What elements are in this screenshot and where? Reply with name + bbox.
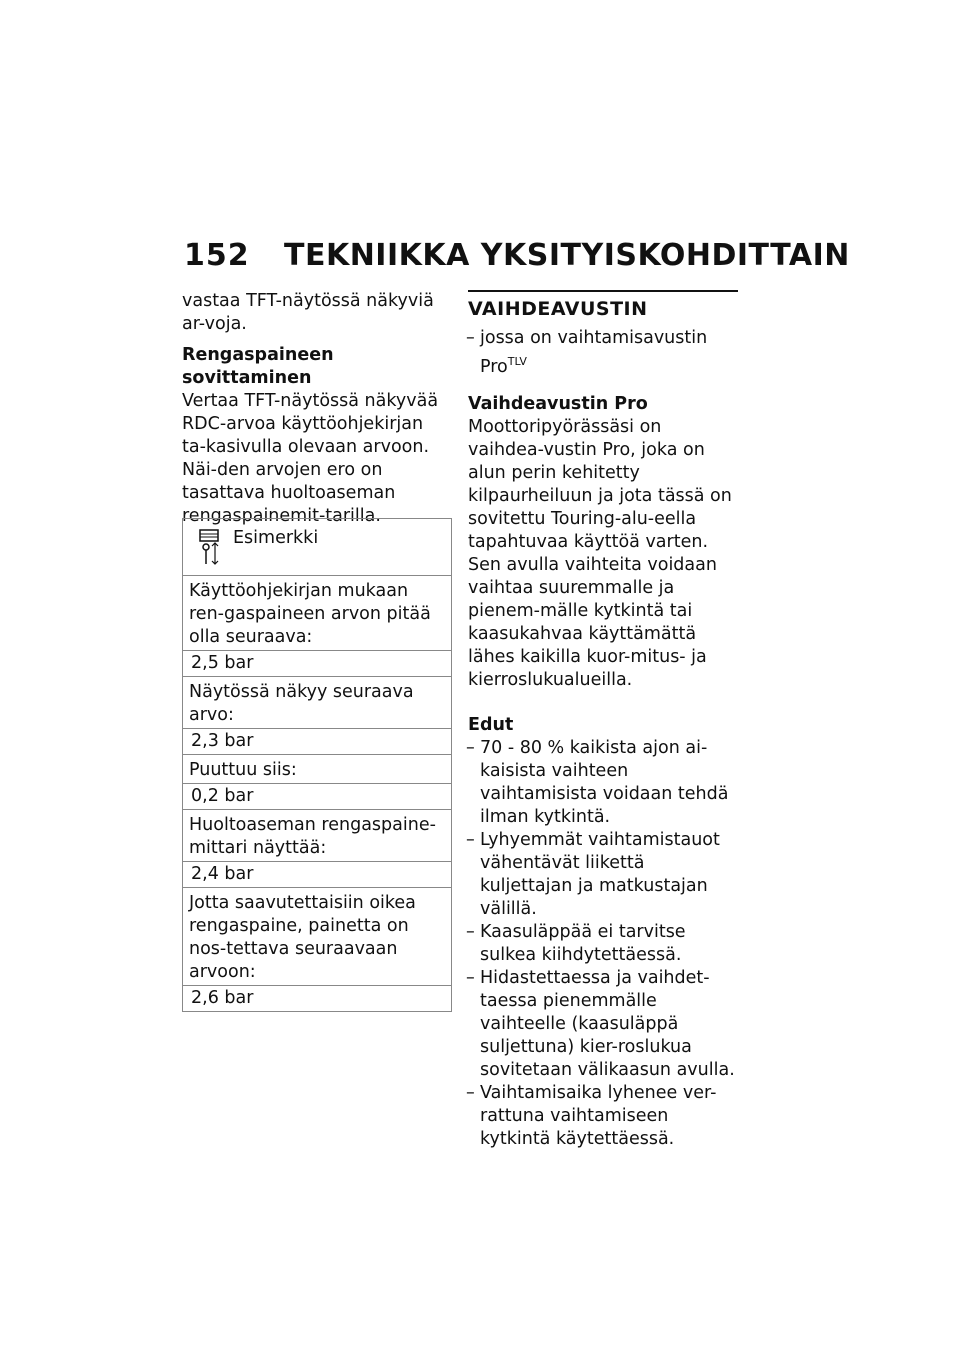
example-value: 2,5 bar	[183, 651, 451, 677]
benefit-item: – Lyhyemmät vaihtamistauot vähentävät liikettä kuljettajan ja matkustajan välillä.	[468, 829, 738, 921]
intro-text: vastaa TFT-näytössä näkyviä ar-voja.	[182, 291, 434, 334]
pro-heading: Vaihdeavustin Pro	[468, 393, 648, 414]
benefits-list	[468, 737, 738, 1151]
benefit-item: – Kaasuläppää ei tarvitse sulkea kiihdytettäessä.	[468, 921, 738, 967]
example-text: Puuttuu siis:	[183, 755, 451, 784]
right-column	[468, 290, 738, 1151]
example-header	[183, 519, 451, 576]
example-value: 2,3 bar	[183, 729, 451, 755]
benefits-heading: Edut	[468, 714, 514, 735]
benefit-item: – Hidastettaessa ja vaihdet-taessa pienemmälle vaihteelle (kaasuläppä suljettuna) kier-roslukua sovitetaan välikaasun avulla.	[468, 967, 738, 1082]
option-code: TLV	[507, 355, 527, 368]
benefit-item: – Vaihtamisaika lyhenee ver-rattuna vaihtamiseen kytkintä käytettäessä.	[468, 1082, 738, 1151]
example-value: 0,2 bar	[183, 784, 451, 810]
tyre-pressure-body: Vertaa TFT-näytössä näkyvää RDC-arvoa käyttöohjekirjan ta-kasivulla olevaan arvoon. Näi-den arvojen ero on tasattava huoltoaseman rengaspainemit-tarilla.	[182, 391, 439, 526]
example-value: 2,4 bar	[183, 862, 451, 888]
section-title: VAIHDEAVUSTIN	[468, 298, 648, 320]
option-list	[468, 327, 738, 379]
example-text: Jotta saavutettaisiin oikea rengaspaine, painetta on nos-tettava seuraavaan arvoon:	[183, 888, 451, 986]
tyre-pressure-heading: Rengaspaineen sovittaminen	[182, 345, 334, 388]
benefit-item: – 70 - 80 % kaikista ajon ai-kaisista vaihteen vaihtamisista voidaan tehdä ilman kytkintä.	[468, 737, 738, 829]
section-divider	[468, 290, 738, 292]
page-number: 152	[184, 238, 250, 273]
option-text: jossa on vaihtamisavustin Pro	[480, 328, 708, 377]
example-title: Esimerkki	[233, 528, 319, 548]
example-text: Huoltoaseman rengaspaine-mittari näyttää:	[183, 810, 451, 862]
page-header	[184, 238, 850, 278]
example-text: Näytössä näkyy seuraava arvo:	[183, 677, 451, 729]
pro-body: Moottoripyörässäsi on vaihdea-vustin Pro, joka on alun perin kehitetty kilpaurheiluun ja jota tässä on sovitettu Touring-alu-eella tapahtuvaa käyttöä varten. Sen avulla vaihteita voidaan vaihtaa suuremmalle ja pienem-mälle kytkintä tai kaasukahvaa käyttämättä lähes kaikilla kuor-mitus- ja kierroslukualueilla.	[468, 416, 732, 690]
example-box	[182, 518, 452, 1012]
chapter-title: TEKNIIKKA YKSITYISKOHDITTAIN	[284, 238, 850, 273]
example-text: Käyttöohjekirjan mukaan ren-gaspaineen arvon pitää olla seuraava:	[183, 576, 451, 651]
left-column	[182, 290, 450, 528]
option-item	[468, 327, 738, 379]
example-value: 2,6 bar	[191, 988, 254, 1008]
tyre-pressure-gauge-icon	[197, 527, 221, 567]
